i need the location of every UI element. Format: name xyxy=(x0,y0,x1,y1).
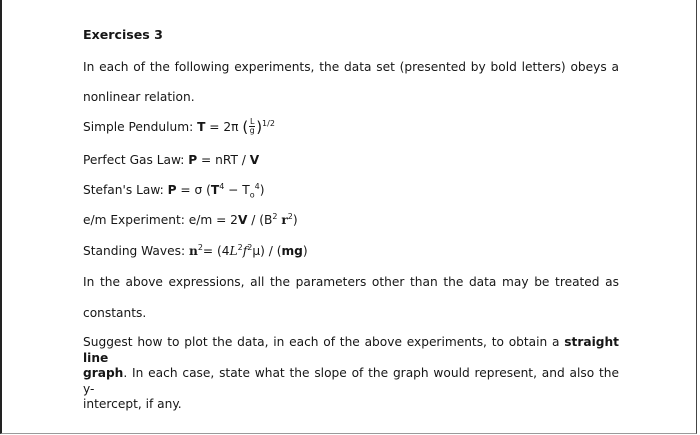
emphasis-graph: graph xyxy=(83,366,124,380)
intro-line-2: nonlinear relation. xyxy=(83,90,195,104)
fraction-denominator: g xyxy=(249,126,255,135)
stefan-t0-exponent: 4 xyxy=(254,181,260,191)
standing-mu: μ) / ( xyxy=(252,244,282,258)
para3-line-3: intercept, if any. xyxy=(83,397,182,411)
gas-lhs: P xyxy=(188,153,198,167)
em-v: V xyxy=(237,213,248,227)
left-paren: ( xyxy=(242,117,249,136)
pendulum-lhs: T xyxy=(197,120,206,134)
standing-n: n xyxy=(188,244,198,258)
para3-line-1: Suggest how to plot the data, in each of the above experiments, to obtain a straight line xyxy=(83,335,619,365)
em-mid: / (B xyxy=(247,213,273,227)
em-close: ) xyxy=(292,213,298,227)
stefan-mid: = σ ( xyxy=(176,183,211,197)
right-paren: ) xyxy=(256,117,263,136)
gas-rhs: V xyxy=(249,153,260,167)
equation-perfect-gas xyxy=(83,152,259,168)
gas-label: Perfect Gas Law: xyxy=(83,153,189,167)
exercise-title: Exercises 3 xyxy=(83,27,163,42)
emphasis-straight-line: straight line xyxy=(83,335,619,365)
pendulum-label: Simple Pendulum: xyxy=(83,120,198,134)
stefan-minus: − T xyxy=(224,183,250,197)
pendulum-exponent: 1/2 xyxy=(262,118,275,128)
standing-L-exponent: 2 xyxy=(237,242,243,252)
stefan-t: T xyxy=(210,183,220,197)
standing-mid: = (4 xyxy=(202,244,230,258)
stefan-label: Stefan's Law: xyxy=(83,183,168,197)
em-b-exponent: 2 xyxy=(272,211,278,221)
em-r-exponent: 2 xyxy=(287,211,293,221)
stefan-lhs: P xyxy=(167,183,177,197)
pendulum-eq: = 2π xyxy=(205,120,243,134)
em-label: e/m Experiment: e/m = 2 xyxy=(83,213,238,227)
standing-label: Standing Waves: xyxy=(83,244,189,258)
intro-line-1: In each of the following experiments, the data set (presented by bold letters) obeys a xyxy=(83,60,619,74)
equation-simple-pendulum xyxy=(83,119,275,136)
fraction-l-over-g xyxy=(249,118,255,135)
equation-e-over-m xyxy=(83,212,298,228)
standing-f-exponent: 2 xyxy=(247,242,253,252)
em-r: r xyxy=(281,213,288,227)
para3-line-2: graph. In each case, state what the slope of the graph would represent, and also the y- xyxy=(83,366,619,396)
standing-f: f xyxy=(242,244,248,258)
standing-mg: mg xyxy=(281,244,303,258)
para2-line-1: In the above expressions, all the parameters other than the data may be treated as xyxy=(83,275,619,289)
para2-line-2: constants. xyxy=(83,306,147,320)
equation-standing-waves xyxy=(83,243,308,259)
fraction-numerator: L xyxy=(249,117,255,126)
gas-mid: = nRT / xyxy=(197,153,250,167)
standing-L: L xyxy=(229,244,238,258)
stefan-t0-subscript: o xyxy=(249,190,255,200)
stefan-close: ) xyxy=(259,183,265,197)
equation-stefan xyxy=(83,182,264,198)
standing-close: ) xyxy=(302,244,308,258)
stefan-t-exponent: 4 xyxy=(219,181,225,191)
standing-n-exponent: 2 xyxy=(197,242,203,252)
